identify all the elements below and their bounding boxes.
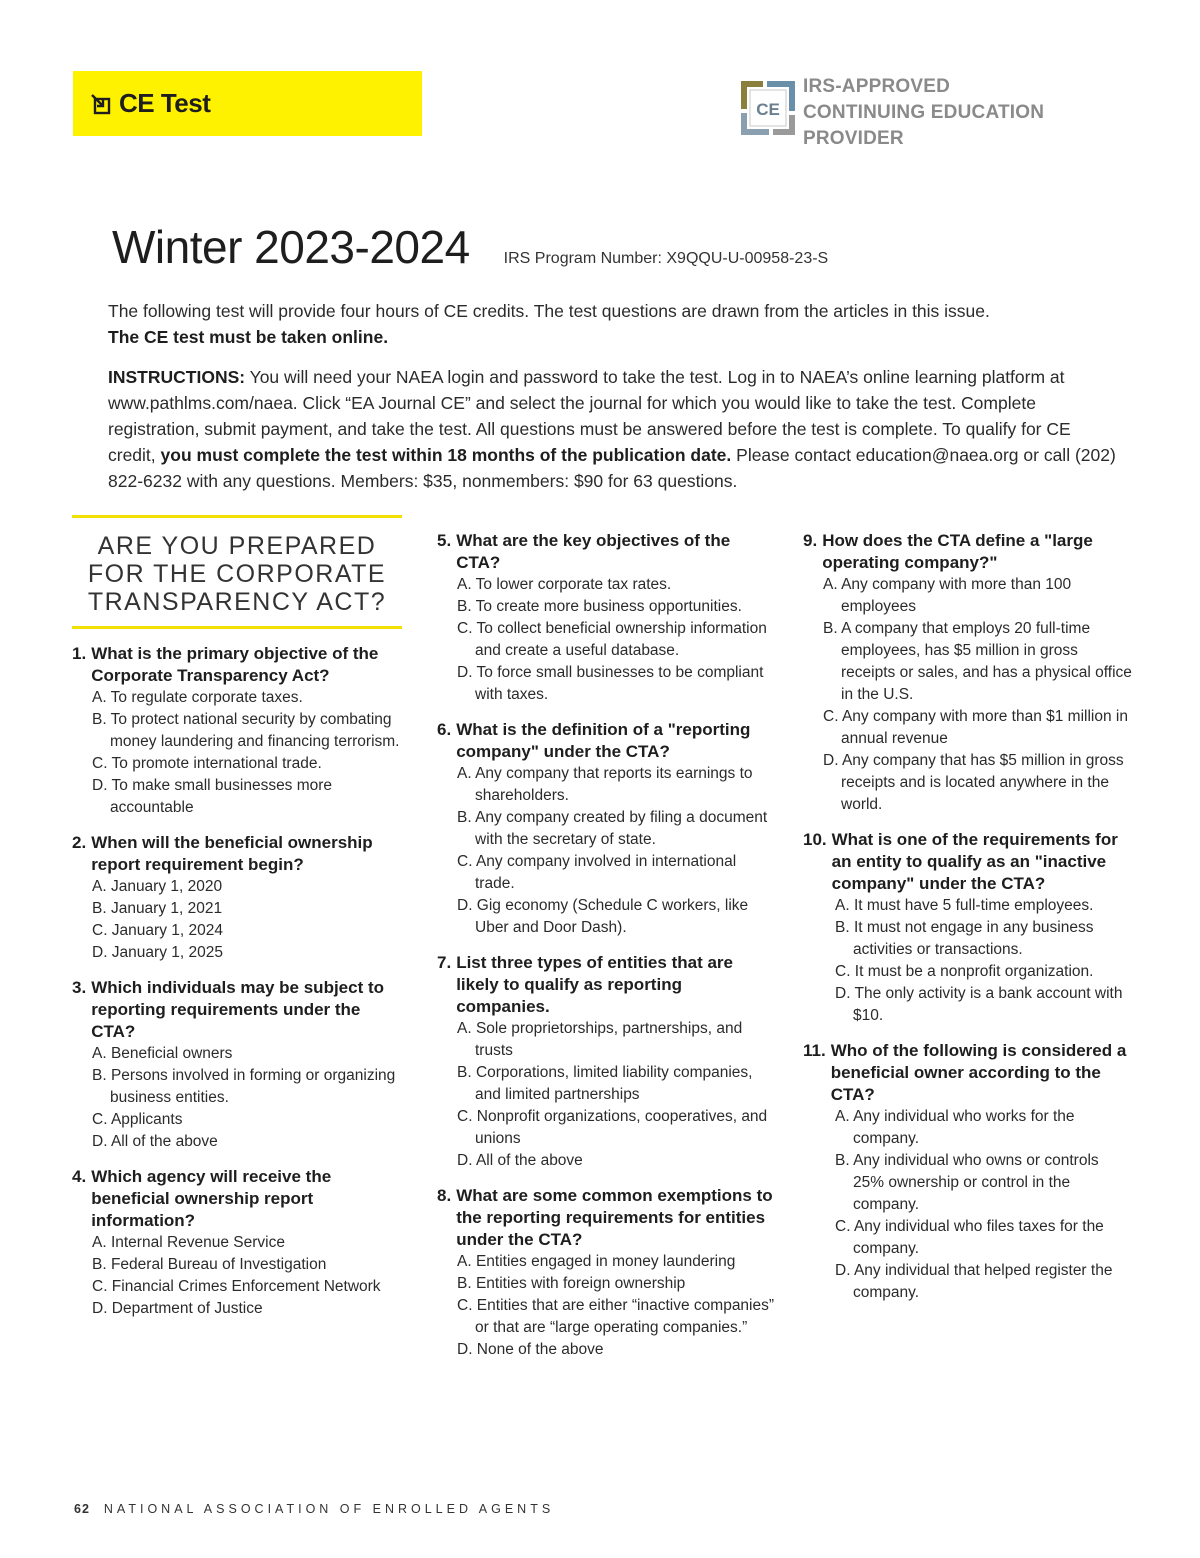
question-text: What is the primary objective of the Corporate Transparency Act? [91, 644, 379, 685]
question-text: What are some common exemptions to the reporting requirements for entities under the CTA? [456, 1186, 773, 1249]
question-number: 4. [72, 1167, 87, 1186]
answer-option: B. A company that employs 20 full-time employees, has $5 million in gross receipts or sales, and has a physical office in the U.S. [823, 620, 1132, 703]
answer-option: D. The only activity is a bank account with $10. [835, 985, 1123, 1024]
question-number: 8. [437, 1186, 452, 1205]
question-7 [437, 952, 777, 1172]
answer-option: C. To promote international trade. [92, 755, 322, 772]
answer-option: A. Any company with more than 100 employees [823, 576, 1072, 615]
section-heading: ARE YOU PREPARED FOR THE CORPORATE TRANSPARENCY ACT? [87, 532, 387, 616]
answer-option: D. Any individual that helped register the company. [835, 1262, 1113, 1301]
answer-option: D. To make small businesses more accountable [92, 777, 333, 816]
answer-option: A. January 1, 2020 [92, 878, 223, 895]
answer-option: A. It must have 5 full-time employees. [835, 897, 1094, 914]
issue-title: Winter 2023-2024 [112, 221, 470, 273]
logo-line: CONTINUING EDUCATION [803, 102, 1045, 123]
question-text: Which individuals may be subject to reporting requirements under the CTA? [91, 978, 385, 1041]
question-text: What is one of the requirements for an entity to qualify as an "inactive company" under the CTA? [831, 830, 1118, 893]
question-number: 6. [437, 720, 452, 739]
question-text: What is the definition of a "reporting company" under the CTA? [456, 720, 751, 761]
instructions-label: INSTRUCTIONS: [108, 367, 246, 387]
answer-option: D. All of the above [457, 1152, 583, 1169]
question-6 [437, 719, 777, 939]
answer-option: B. To create more business opportunities. [457, 598, 742, 615]
question-11 [803, 1040, 1133, 1304]
column-1 [72, 515, 402, 1333]
answer-option: A. Entities engaged in money laundering [457, 1253, 736, 1270]
question-number: 1. [72, 644, 87, 663]
question-number: 11. [803, 1041, 826, 1060]
question-number: 7. [437, 953, 452, 972]
answer-option: D. None of the above [457, 1341, 604, 1358]
question-text: When will the beneficial ownership report requirement begin? [91, 833, 373, 874]
logo-text [803, 74, 1043, 152]
answer-option: B. Entities with foreign ownership [457, 1275, 686, 1292]
answer-option: D. Gig economy (Schedule C workers, like Uber and Door Dash). [457, 897, 749, 936]
organization-name: NATIONAL ASSOCIATION OF ENROLLED AGENTS [103, 1502, 555, 1516]
answer-option: D. Any company that has $5 million in gross receipts and is located anywhere in the world. [823, 752, 1124, 813]
question-4 [72, 1166, 402, 1320]
answer-option: C. Financial Crimes Enforcement Network [92, 1278, 381, 1295]
answer-option: A. To lower corporate tax rates. [457, 576, 672, 593]
answer-option: D. To force small businesses to be compliant with taxes. [457, 664, 764, 703]
logo-line: PROVIDER [803, 128, 904, 149]
answer-option: A. Any individual who works for the company. [835, 1108, 1075, 1147]
svg-text:CE: CE [756, 100, 780, 119]
page-number: 62 [74, 1502, 90, 1516]
logo-line: IRS-APPROVED [803, 76, 951, 97]
question-text: Which agency will receive the beneficial ownership report information? [91, 1167, 332, 1230]
badge-label: CE Test [119, 88, 211, 118]
answer-option: B. Persons involved in forming or organizing business entities. [92, 1067, 396, 1106]
answer-option: B. Any company created by filing a document with the secretary of state. [457, 809, 768, 848]
answer-option: D. January 1, 2025 [92, 944, 223, 961]
answer-option: C. It must be a nonprofit organization. [835, 963, 1094, 980]
divider [72, 626, 402, 629]
question-text: List three types of entities that are likely to qualify as reporting companies. [456, 953, 733, 1016]
answer-option: C. Any company with more than $1 million in annual revenue [823, 708, 1128, 747]
instructions-text: You will need your NAEA login and password to take the test. Log in to NAEA’s online learning platform at www.pathlms.com/naea. Click “EA Journal CE” and select the journal for which you would like to take the test. Complete registration, submit payment, and take the test. All questions must be answered before the test is complete. To qualify for CE credit, [108, 367, 1071, 465]
program-number: IRS Program Number: X9QQU-U-00958-23-S [503, 250, 829, 267]
answer-option: C. Nonprofit organizations, cooperatives, and unions [457, 1108, 768, 1147]
ce-test-badge [73, 71, 422, 136]
question-2 [72, 832, 402, 964]
irs-approved-logo [741, 74, 1045, 149]
answer-option: A. To regulate corporate taxes. [92, 689, 303, 706]
question-text: What are the key objectives of the CTA? [456, 531, 731, 572]
answer-option: C. Any individual who files taxes for the company. [835, 1218, 1104, 1257]
question-9 [803, 530, 1133, 816]
column-2 [437, 530, 777, 1374]
answer-option: C. Entities that are either “inactive companies” or that are “large operating companies.” [457, 1297, 775, 1336]
column-3 [803, 530, 1133, 1317]
question-text: Who of the following is considered a beneficial owner according to the CTA? [830, 1041, 1127, 1104]
answer-option: A. Internal Revenue Service [92, 1234, 285, 1251]
question-10 [803, 829, 1133, 1027]
answer-option: A. Sole proprietorships, partnerships, and trusts [457, 1020, 743, 1059]
answer-option: D. Department of Justice [92, 1300, 263, 1317]
question-number: 5. [437, 531, 452, 550]
answer-option: C. Any company involved in international trade. [457, 853, 737, 892]
page-footer [74, 1502, 554, 1516]
contact-text: Please contact education@naea.org or call (202) 822-6232 with any questions. Members: $35, nonmembers: $90 for 63 questions. [108, 445, 1116, 491]
question-1 [72, 643, 402, 819]
question-text: How does the CTA define a "large operating company?" [822, 531, 1093, 572]
answer-option: B. To protect national security by combating money laundering and financing terrorism. [92, 711, 400, 750]
answer-option: B. It must not engage in any business activities or transactions. [835, 919, 1094, 958]
answer-option: C. January 1, 2024 [92, 922, 223, 939]
question-number: 9. [803, 531, 818, 550]
instructions [108, 364, 1118, 494]
question-5 [437, 530, 777, 706]
question-3 [72, 977, 402, 1153]
answer-option: B. Any individual who owns or controls 25% ownership or control in the company. [835, 1152, 1099, 1213]
title-row [112, 220, 828, 274]
answer-option: B. Federal Bureau of Investigation [92, 1256, 327, 1273]
answer-option: C. Applicants [92, 1111, 183, 1128]
answer-option: C. To collect beneficial ownership information and create a useful database. [457, 620, 767, 659]
answer-option: D. All of the above [92, 1133, 218, 1150]
arrow-to-box-icon [89, 92, 113, 116]
ce-logo-icon [741, 81, 795, 135]
question-number: 3. [72, 978, 87, 997]
question-number: 10. [803, 830, 827, 849]
answer-option: B. Corporations, limited liability companies, and limited partnerships [457, 1064, 753, 1103]
online-note: The CE test must be taken online. [108, 327, 389, 347]
question-8 [437, 1185, 777, 1361]
answer-option: B. January 1, 2021 [92, 900, 223, 917]
answer-option: A. Any company that reports its earnings to shareholders. [457, 765, 753, 804]
question-number: 2. [72, 833, 87, 852]
answer-option: A. Beneficial owners [92, 1045, 233, 1062]
intro-line: The following test will provide four hours of CE credits. The test questions are drawn from the articles in this issue. [108, 301, 990, 321]
intro-text [108, 298, 1118, 494]
deadline-note: you must complete the test within 18 months of the publication date. [160, 445, 732, 465]
